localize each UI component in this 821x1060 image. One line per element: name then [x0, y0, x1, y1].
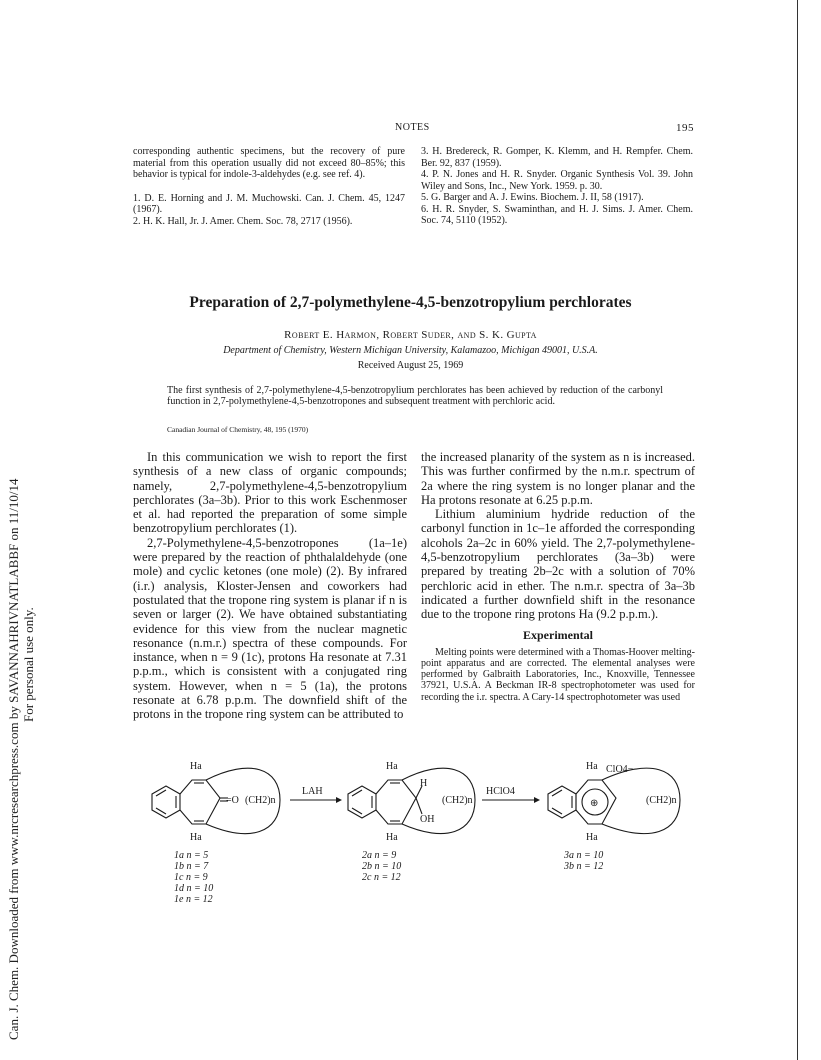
carbonyl-label: =O — [226, 795, 239, 806]
ha-label: Ha — [190, 832, 202, 843]
paragraph: 2,7-Polymethylene-4,5-benzotropones (1a–1e) were prepared by the reaction of phthalaldehyde (one mole) and cyclic ketones (one mole) (2). By infrared (i.r.) analysis, Kloster-Jensen and coworkers had postulated that the tropone ring system is planar if n is seven or larger (2). We have obtained substantiating evidence for this view from the nuclear magnetic resonance (n.m.r.) spectra of these compounds. For instance, when n = 9 (1c), protons Ha resonate at 7.31 p.p.m., which is consistent with a conjugated ring system. However, when n = 5 (1a), the protons resonate at 6.78 p.p.m. The downfield shift of the protons in the tropone ring system can be attributed to — [133, 535, 407, 722]
paragraph: Lithium aluminium hydride reduction of the carbonyl function in 1c–1e afforded the corresponding alcohols 2a–2c in 60% yield. The 2,7-polymethylene-4,5-benzotropylium perchlorates (3a–3b) were prepared by treating 2b–2c with a solution of 70% perchloric acid in ether. The n.m.r. spectra of 3a–3b indicated a further downfield shift in the resonance due to the tropone ring protons Ha (9.2 p.p.m.). — [421, 507, 695, 622]
journal-citation: Canadian Journal of Chemistry, 48, 195 (1970) — [167, 425, 309, 434]
chain-label: (CH2)n — [245, 795, 276, 806]
compound-entry: 2c n = 12 — [362, 872, 401, 883]
perchlorate-label: ClO4− — [606, 764, 634, 775]
download-notice — [6, 140, 36, 1040]
reagent-lah: LAH — [302, 786, 323, 797]
compound-entry: 1e n = 12 — [174, 894, 213, 905]
paragraph: the increased planarity of the system as n is increased. This was further confirmed by the n.m.r. spectrum of 2a where the ring system is no longer planar and the Ha protons resonate at 6.25 p.p.m. — [421, 450, 695, 507]
compound-entry: 1b n = 7 — [174, 861, 209, 872]
arrow-head — [534, 797, 540, 803]
compound-list-3 — [563, 850, 603, 872]
reference-3: 3. H. Bredereck, R. Gomper, K. Klemm, and H. Rempfer. Chem. Ber. 92, 837 (1959). — [421, 146, 693, 169]
author-affiliation: Department of Chemistry, Western Michigan University, Kalamazoo, Michigan 49001, U.S.A. — [223, 345, 598, 356]
ha-label: Ha — [586, 761, 598, 772]
h-label: H — [420, 778, 428, 789]
oh-label: OH — [420, 814, 435, 825]
reagent-hclo4: HClO4 — [486, 786, 515, 797]
abstract: The first synthesis of 2,7-polymethylene-4,5-benzotropylium perchlorates has been achieved by reduction of the carbonyl function in 2,7-polymethylene-4,5-benzotropones and subsequent treatment with perchloric acid. — [167, 385, 663, 407]
page-edge-line — [797, 0, 798, 1060]
ha-label: Ha — [190, 761, 202, 772]
body-column-left — [133, 450, 407, 722]
reference-4: 4. P. N. Jones and H. R. Snyder. Organic Synthesis Vol. 39. John Wiley and Sons, Inc., New York. 1959. p. 30. — [421, 169, 693, 192]
reference-1: 1. D. E. Horning and J. M. Muchowski. Can. J. Chem. 45, 1247 (1967). — [133, 192, 405, 215]
body-column-right — [421, 450, 695, 703]
download-notice-line1: Can. J. Chem. Downloaded from www.nrcresearchpress.com by SAVANNAHRIVNATLABBF on 11/10/14 — [6, 478, 21, 1040]
paragraph: Melting points were determined with a Thomas-Hoover melting-point apparatus and are corrected. The elemental analyses were performed by Galbraith Laboratories, Inc., Knoxville, Tennessee 37921, U.S.A. A Beckman IR-8 spectrophotometer was used for recording the i.r. spectra. A Cary-14 spectrophotometer was used — [421, 646, 695, 703]
page-number: 195 — [676, 122, 694, 134]
reference-6: 6. H. R. Snyder, S. Swaminthan, and H. J. Sims. J. Amer. Chem. Soc. 74, 5110 (1952). — [421, 203, 693, 226]
ha-label: Ha — [386, 761, 398, 772]
article-title: Preparation of 2,7-polymethylene-4,5-benzotropylium perchlorates — [189, 294, 632, 311]
compound-entry: 2a n = 9 — [362, 850, 397, 861]
compound-entry: 2b n = 10 — [362, 861, 402, 872]
compound-entry: 3a n = 10 — [564, 850, 604, 861]
received-date: Received August 25, 1969 — [357, 360, 464, 371]
chain-label: (CH2)n — [646, 795, 677, 806]
running-title: NOTES — [395, 122, 430, 133]
ha-label: Ha — [386, 832, 398, 843]
reference-list — [421, 146, 693, 227]
reference-5: 5. G. Barger and A. J. Ewins. Biochem. J. II, 58 (1917). — [421, 192, 644, 203]
cation-plus-icon: ⊕ — [590, 798, 599, 809]
continuation-text: corresponding authentic specimens, but the recovery of pure material from this operation usually did not exceed 80–85%; this behavior is typical for indole-3-aldehydes (e.g. see ref. 4). — [133, 146, 405, 180]
compound-entry: 1d n = 10 — [174, 883, 214, 894]
arrow-head — [336, 797, 342, 803]
reaction-scheme — [140, 758, 740, 908]
compound-list-2 — [362, 850, 401, 883]
download-notice-line2: For personal use only. — [21, 607, 36, 722]
paragraph: In this communication we wish to report the first synthesis of a new class of organic compounds; namely, 2,7-polymethylene-4,5-benzotropylium perchlorates (3a–3b). Prior to this work Eschenmoser et al. had reported the preparation of some simple benzotropylium perchlorates (1). — [133, 450, 407, 536]
compound-entry: 3b n = 12 — [564, 861, 604, 872]
chain-label: (CH2)n — [442, 795, 473, 806]
previous-article-end — [133, 146, 405, 227]
section-heading: Experimental — [523, 627, 593, 642]
compound-entry: 1c n = 9 — [174, 872, 208, 883]
reference-2: 2. H. K. Hall, Jr. J. Amer. Chem. Soc. 78, 2717 (1956). — [133, 215, 353, 227]
compound-list-1 — [174, 850, 213, 905]
compound-entry: 1a n = 5 — [174, 850, 209, 861]
article-authors: Robert E. Harmon, Robert Suder, and S. K. Gupta — [284, 329, 537, 341]
ha-label: Ha — [586, 832, 598, 843]
